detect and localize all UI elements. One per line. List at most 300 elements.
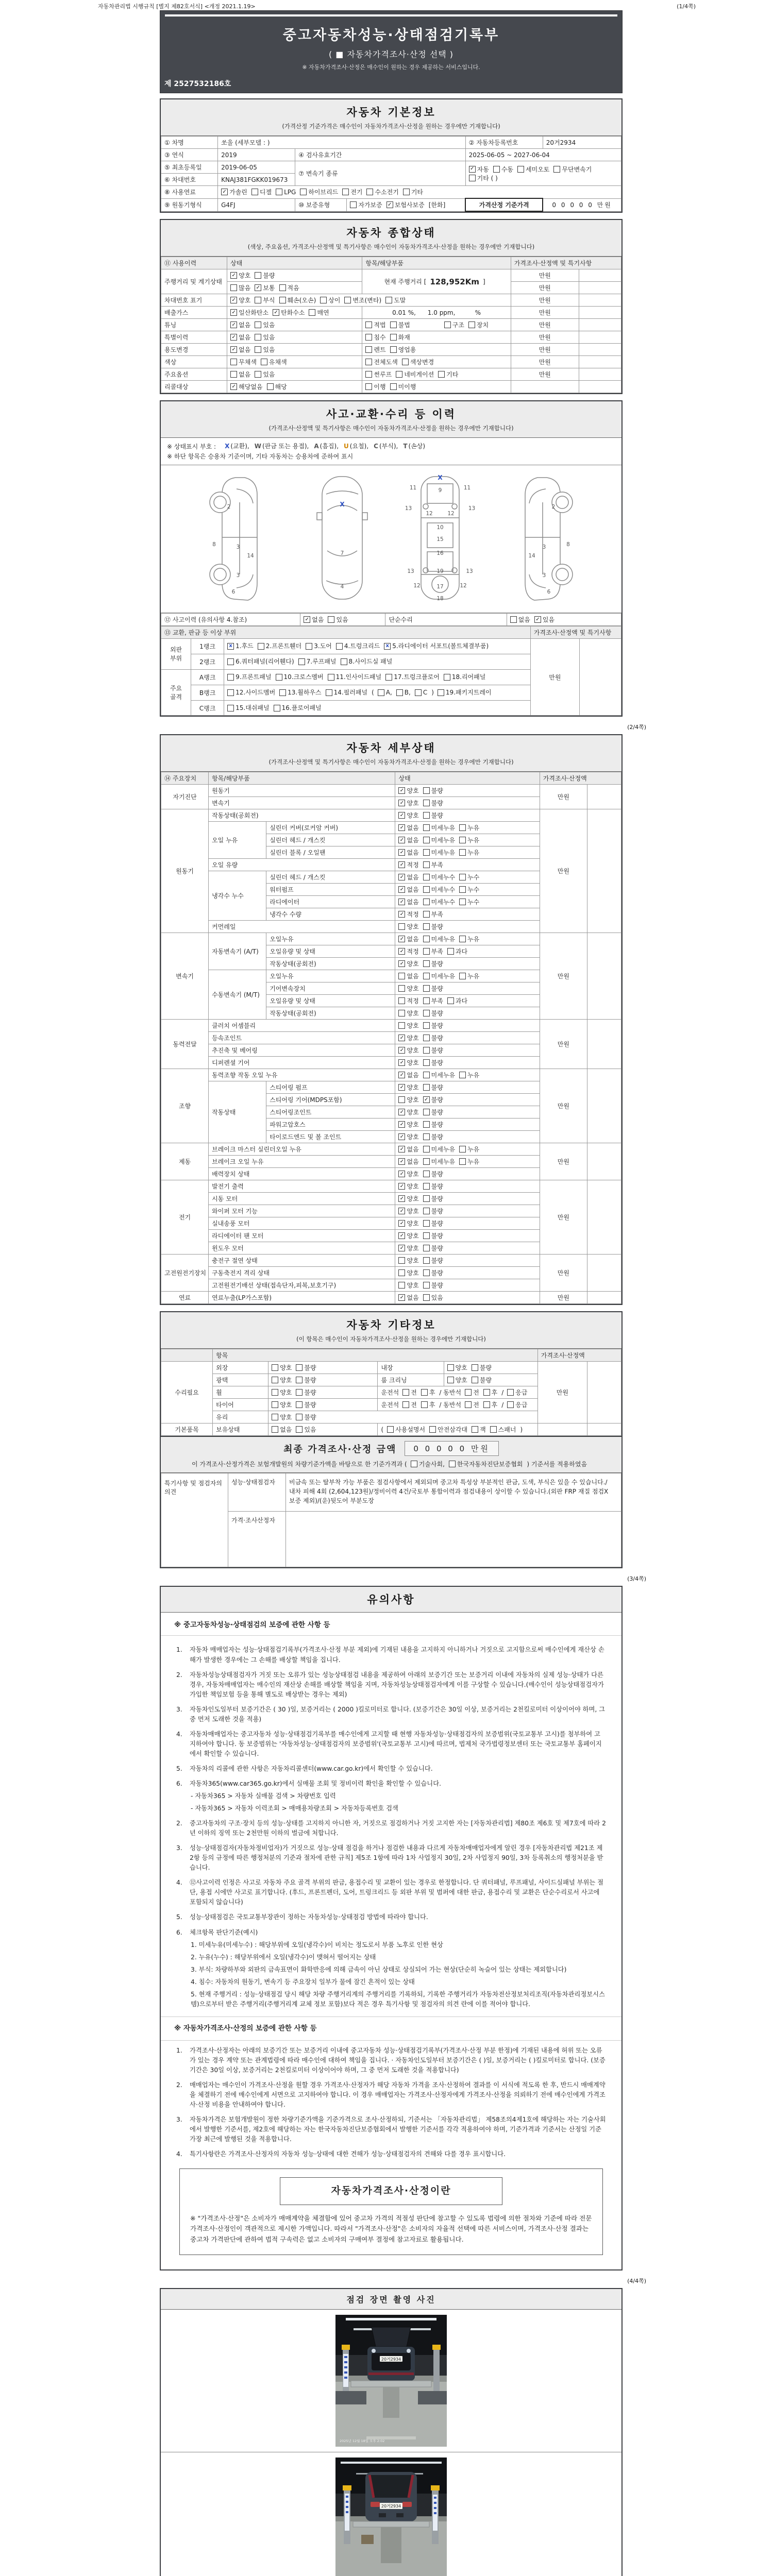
checkbox: [423, 1058, 443, 1067]
item-label: 기어변속장치: [266, 982, 395, 995]
notice-sub-item: - 자동차365 > 자동차 실매물 검색 > 차량번호 입력: [191, 1792, 336, 1800]
state-options: [227, 319, 362, 331]
checkbox-label: 없음: [407, 973, 419, 980]
notice-item-number: 2.: [176, 1820, 182, 1827]
notice-item-number: 3.: [176, 1844, 182, 1852]
checkbox-label: 양호: [407, 960, 419, 968]
state-options: [395, 1255, 540, 1267]
checkbox-label: 전기: [350, 189, 363, 196]
checkbox: [423, 1268, 443, 1277]
detail-header: [161, 735, 621, 772]
checkbox: [423, 1219, 443, 1228]
base-price-value: 0 0 0 0 0 만원: [543, 198, 621, 211]
notice-item-number: 4.: [176, 2150, 182, 2158]
checkbox-box: [227, 674, 234, 681]
field-label: ④ 검사유효기간: [295, 149, 465, 161]
checkbox: [365, 333, 385, 342]
checkbox-label: 16.플로어패널: [281, 704, 322, 711]
row-label: 색상: [161, 356, 227, 368]
checkbox-box: [320, 297, 327, 303]
state-options: [395, 1279, 540, 1292]
checkbox-box: [398, 1245, 405, 1251]
item-label: 냉각수 수량: [266, 908, 395, 921]
item-label: 연료누출(LP가스포함): [209, 1292, 395, 1304]
state-options: [227, 381, 362, 393]
table-row: [161, 344, 621, 356]
checkbox: [336, 640, 380, 652]
checkbox-box: [403, 189, 410, 195]
table-row: [161, 1255, 621, 1267]
item-cell: [362, 381, 511, 393]
checkbox-label: 불량: [431, 1133, 443, 1141]
checkbox-label: 수동: [501, 165, 514, 173]
checkbox-box: [398, 1195, 405, 1202]
checkbox-box: [411, 1461, 417, 1467]
other-info-table: [161, 1349, 621, 1436]
diagram-panel-number: 7: [340, 550, 344, 556]
checkbox: [398, 1071, 418, 1079]
checkbox-label: 응급: [515, 1401, 528, 1409]
checkbox-box: [398, 1294, 405, 1301]
text-token: ): [520, 1426, 523, 1433]
checkbox-label: 불량: [304, 1364, 316, 1372]
checkbox: [483, 1400, 498, 1409]
checkbox-label: 양호: [280, 1414, 292, 1421]
checkbox-label: 누유: [467, 1072, 480, 1079]
price-cell: 만원: [540, 1180, 587, 1255]
checkbox: [398, 1108, 418, 1116]
checkbox-label: 양호: [407, 800, 419, 807]
note-cell: [587, 1069, 621, 1143]
checkbox-box: [423, 1096, 430, 1103]
checkbox-label: 11.인사이드패널: [335, 673, 382, 681]
accident-flag-table: [161, 613, 621, 626]
checkbox: [423, 848, 455, 857]
note-cell: [579, 639, 621, 716]
checkbox: [227, 687, 275, 699]
checkbox-label: 후: [429, 1401, 435, 1409]
checkbox-box: [230, 383, 237, 390]
checkbox-box: [423, 1220, 430, 1227]
notice-item-number: 2.: [176, 1671, 182, 1679]
text-token: / 동반석: [439, 1401, 462, 1409]
checkbox-label: 변조(변타): [352, 297, 382, 304]
overall-title: 자동차 종합상태: [346, 227, 436, 239]
column-header: 상태: [227, 257, 362, 269]
checkbox-box: [227, 643, 234, 650]
checkbox-label: 후: [429, 1389, 435, 1397]
checkbox: [459, 823, 479, 832]
checkbox-box: [385, 674, 392, 681]
checkbox-label: 누유: [467, 973, 480, 980]
checkbox-label: 불량: [431, 800, 443, 807]
checkbox: [398, 972, 418, 980]
checkbox: [227, 671, 271, 683]
checkbox: [390, 333, 410, 342]
diagram-panel-number: 13: [405, 505, 412, 512]
checkbox-label: 후: [491, 1401, 498, 1409]
checkbox: [423, 873, 455, 882]
state-options: [395, 921, 540, 933]
checkbox: [423, 984, 443, 993]
checkbox-label: 보험사보증: [394, 201, 425, 209]
checkbox: [415, 687, 427, 699]
checkbox-box: [517, 166, 524, 173]
table-row: [161, 149, 621, 161]
checkbox-label: 많음: [239, 284, 251, 292]
checkbox-box: [398, 849, 405, 856]
notice-item: [176, 2080, 606, 2110]
checkbox-box: [398, 1059, 405, 1066]
checkbox-box: [398, 837, 405, 843]
checkbox-box: [296, 1401, 303, 1408]
notice-item: [176, 2149, 606, 2159]
diagram-panel-number: 8: [212, 541, 216, 548]
price-cell: 만원: [511, 294, 579, 307]
inspection-photo-front: [335, 2315, 447, 2447]
checkbox-box: [385, 297, 392, 303]
item-label: 구동축전지 격리 상태: [209, 1267, 395, 1279]
checkbox-label: 누수: [467, 886, 480, 894]
checkbox-box: [423, 1171, 430, 1177]
checkbox-label: 양호: [407, 1084, 419, 1092]
checkbox-box: [423, 861, 430, 868]
checkbox-box: [398, 1109, 405, 1115]
checkbox-box: [459, 874, 466, 880]
x-marked-checkbox: [227, 640, 254, 652]
checkbox-box: [227, 689, 234, 696]
price-cell: 만원: [511, 368, 579, 381]
checkbox-label: 자동: [477, 165, 489, 173]
checkbox-label: 부족: [431, 948, 443, 956]
checkbox-label: 스패너: [498, 1426, 516, 1434]
checkbox: [398, 897, 418, 906]
price-cell: 만원: [540, 1020, 587, 1069]
checkbox: [507, 1388, 527, 1397]
checkbox-label: 불량: [431, 812, 443, 820]
checkbox: [459, 972, 479, 980]
checkbox: [398, 1244, 418, 1252]
checkbox: [398, 947, 418, 956]
item-label: 워터펌프: [266, 884, 395, 896]
price-definition-title: 자동차가격조사·산정이란: [280, 2177, 502, 2205]
checkbox-box: [398, 911, 405, 918]
checkbox-box: [221, 189, 228, 195]
checkbox-label: 적법: [374, 321, 386, 329]
item-label: 스티어링 기어(MDPS포함): [266, 1094, 395, 1106]
checkbox-box: [279, 297, 286, 303]
checkbox: [423, 1194, 443, 1203]
checkbox-box: [296, 1377, 303, 1383]
state-options: [395, 1267, 540, 1279]
checkbox-box: [255, 371, 261, 378]
checkbox: [272, 1388, 292, 1397]
checkbox-label: 미세누수: [431, 886, 456, 894]
checkbox-box: [230, 359, 237, 365]
checkbox-label: 미세누유: [431, 1072, 456, 1079]
checkbox-box: [415, 689, 422, 696]
item-label: 배력장치 상태: [209, 1168, 395, 1180]
checkbox-box: [398, 997, 405, 1004]
checkbox-box: [423, 812, 430, 819]
checkbox-box: [423, 936, 430, 942]
checkbox-label: 잭: [480, 1426, 486, 1434]
diagram-x-mark: X: [340, 501, 345, 508]
notice-item-text: 자동차인도일부터 보증기간은 ( 30 )일, 보증거리는 ( 2000 )킬로미터로 합니다. (보증기간은 30일 이상, 보증거리는 2천킬로미터 이상이어야 하며, 그 중 먼저 도래한 것을 적용): [190, 1705, 606, 1723]
row-label: 배출가스: [161, 307, 227, 319]
notice-item-text: 체크항목 판단기준(예시) 1. 미세누유(미세누수) : 해당부위에 오일(냉각수)이 비치는 정도로서 부품 노후로 인한 현상 2. 누유(누수) : 해당부위에서 오일(냉각수)이 맺혀서 떨어지는 상태 3. 부식: 차량하부와 외판의 금속표면이 화학반응에 의해 금속이 아닌 상태로 상실되어 가는 현상(단순히 녹슬어 있는 상태는 제외합니다) 4. 침수: 자동차의 원동기, 변속기 등 주요장치 일부가 물에 잠긴 흔적이 있는 상태 5. 현재 주행거리 : 성능·상태점검 당시 해당 차량 주행거리계의 주행거리를 기록하되, 기록한 주행거리가 자동차전산정보처리조직(자동차관리정보시스템)으로부터 받은 주행거리(주행거리계 교체 정보 포함)보다 적은 경우 특기사항 및 점검자의 의견 란에 이를 적어야 합니다.: [190, 1928, 606, 2009]
diagram-panel-number: 11: [409, 484, 417, 491]
base-price-label: 가격산정 기준가격: [465, 198, 543, 211]
note-cell: [587, 1362, 621, 1423]
state-options: [395, 1292, 540, 1304]
checkbox-box: [255, 321, 261, 328]
state-options: [268, 1374, 378, 1386]
checkbox: [423, 947, 443, 956]
checkbox: [365, 370, 392, 379]
diagram-panel-number: 16: [436, 550, 444, 556]
price-definition-body: ※ "가격조사·산정"은 소비자가 매매계약을 체결함에 있어 중고차 가격의 적절성 판단에 참고할 수 있도록 법령에 의한 절차와 기준에 따라 전문 가격조사·산정인이 객관적으로 제시한 가액입니다. 따라서 "가격조사·산정"은 소비자의 자율적 선택에 따른 서비스이며, 가격조사·산정 결과는 중고차 가격판단에 관하여 법적 구속력은 없고 소비자의 구매여부 결정에 참고자료로 활용됩니다.: [190, 2214, 592, 2244]
checkbox: [398, 1021, 418, 1030]
checkbox-box: [398, 1096, 405, 1103]
checkbox-label: 누유: [467, 824, 480, 832]
checkbox-box: [507, 1389, 514, 1396]
checkbox-label: 불량: [431, 923, 443, 931]
checkbox: [279, 283, 299, 292]
checkbox-box: [398, 973, 405, 979]
checkbox: [230, 345, 250, 354]
text-token: 이 가격조사·산정가격은 보험개발원의 차량기준가액을 바탕으로 한 기준가격과 (: [191, 1461, 407, 1468]
checkbox-box: [398, 874, 405, 880]
checkbox-box: [398, 886, 405, 893]
notice-item-number: 1.: [176, 1646, 182, 1654]
final-price-note: [166, 1460, 616, 1468]
item-label: 라디에이터 팬 모터: [209, 1230, 395, 1242]
notice-item-text: 특기사항란은 가격조사·산정자의 자동차 성능·상태에 대한 견해가 성능·상태점검자의 견해와 다를 경우 표시합니다.: [190, 2150, 506, 2158]
device-group-label: 전기: [161, 1180, 209, 1255]
checkbox: [276, 189, 296, 196]
table-row: [161, 269, 621, 282]
checkbox-box: [398, 1072, 405, 1078]
checkbox-box: [230, 321, 237, 328]
checkbox-box: [423, 1269, 430, 1276]
checkbox-box: [398, 1282, 405, 1289]
overall-header: [161, 220, 621, 257]
checkbox: [279, 687, 321, 699]
checkbox-label: 없음: [239, 371, 251, 378]
device-group-label: 조향: [161, 1069, 209, 1143]
vin-value: KNAJ381FGKK019673: [218, 174, 295, 186]
table-row: [161, 639, 621, 654]
state-options: [395, 1180, 540, 1193]
checkbox: [296, 1363, 316, 1372]
checkbox-box: [344, 297, 351, 303]
vehicle-diagram-side-right: [499, 473, 577, 602]
price-cell: 만원: [540, 785, 587, 809]
checkbox: [423, 1132, 443, 1141]
state-options: [395, 822, 540, 834]
checkbox-label: 불량: [431, 1084, 443, 1092]
checkbox-box: [398, 1171, 405, 1177]
checkbox: [230, 382, 262, 391]
checkbox: [306, 640, 332, 652]
price-cell: 만원: [511, 356, 579, 368]
note-cell: [587, 933, 621, 1020]
checkbox-box: [227, 705, 234, 711]
checkbox-label: 적정: [407, 997, 419, 1005]
row-label: 특별이력: [161, 331, 227, 344]
table-row: [161, 1362, 621, 1374]
checkbox: [398, 836, 418, 844]
notice-sub-item: 3. 부식: 차량하부와 외판의 금속표면이 화학반응에 의해 금속이 아닌 상태로 상실되어 가는 현상(단순히 녹슬어 있는 상태는 제외합니다): [191, 1965, 567, 1973]
checkbox-box: [447, 948, 454, 955]
checkbox: [365, 358, 397, 366]
checkbox-label: 색상변경: [410, 359, 434, 366]
item-label: 변속기: [209, 797, 395, 809]
checkbox-box: [402, 1389, 409, 1396]
document-subtitle: ( ■ 자동차가격조사·산정 선택 ): [328, 49, 454, 59]
checkbox: [230, 308, 268, 317]
table-row: [161, 1473, 621, 1512]
checkbox-label: 전체도색: [374, 359, 398, 366]
checkbox-label: 누수: [467, 899, 480, 906]
checkbox-box: [272, 1401, 278, 1408]
price-cell: 만원: [540, 809, 587, 933]
checkbox-box: [423, 1257, 430, 1264]
checkbox-box: [365, 334, 372, 341]
checkbox-label: 양호: [407, 1059, 419, 1067]
state-options: [227, 294, 511, 307]
checkbox: [447, 1363, 467, 1372]
checkbox: [398, 1033, 418, 1042]
state-symbol-legend: [161, 438, 621, 452]
checkbox-label: 불량: [431, 1183, 443, 1191]
checkbox-label: 화재: [398, 334, 410, 341]
checkbox-box: [390, 321, 397, 328]
diagram-panel-number: 4: [340, 584, 344, 590]
field-label: ⑦ 변속기 종류: [295, 161, 465, 186]
appraiser-remarks: [286, 1512, 621, 1567]
sub-group-label: 자동변속기 (A/T): [209, 933, 266, 970]
note-cell: [587, 1423, 621, 1436]
checkbox-label: 없음: [407, 886, 419, 894]
diagram-x-mark: X: [438, 473, 443, 481]
checkbox: [423, 1231, 443, 1240]
checkbox-label: 10.크로스멤버: [283, 673, 324, 681]
checkbox-label: LPG: [284, 188, 296, 196]
checkbox: [459, 848, 479, 857]
checkbox: [423, 1182, 443, 1191]
checkbox-label: C: [423, 688, 428, 696]
checkbox-box: [553, 166, 560, 173]
checkbox: [398, 1145, 418, 1154]
table-row: [161, 809, 621, 822]
note-cell: [579, 381, 621, 393]
checkbox: [398, 1120, 418, 1129]
checkbox: [227, 656, 294, 668]
checkbox-label: 양호: [407, 1183, 419, 1191]
checkbox-box: [276, 674, 282, 681]
checkbox-box: [365, 321, 372, 328]
checkbox-box: [402, 359, 409, 365]
table-row: [161, 198, 621, 211]
checkbox-box: [459, 849, 466, 856]
checkbox-box: [398, 800, 405, 806]
checkbox-box: [459, 973, 466, 979]
checkbox: [398, 1058, 418, 1067]
checkbox-box: [459, 824, 466, 831]
item-label: 오일누유: [266, 970, 395, 982]
checkbox-label: 불량: [431, 787, 443, 795]
checkbox: [423, 1120, 443, 1129]
state-options: [395, 1032, 540, 1044]
checkbox: [429, 1425, 467, 1434]
checkbox: [366, 188, 398, 196]
checkbox: [251, 188, 272, 196]
checkbox-label: 불량: [263, 272, 275, 279]
checkbox-label: 안전삼각대: [438, 1426, 468, 1434]
checkbox: [296, 1388, 316, 1397]
checkbox-box: [423, 874, 430, 880]
checkbox: [507, 1400, 527, 1409]
header-stripe: [165, 14, 617, 16]
checkbox: [328, 615, 348, 624]
checkbox-box: [423, 1059, 430, 1066]
checkbox-label: 과다: [455, 948, 468, 956]
checkbox: [423, 1145, 455, 1154]
checkbox: [423, 885, 455, 894]
notice-item-text: ⑫사고이력 인정은 사고로 자동차 주요 골격 부위의 판금, 용접수리 및 교환이 있는 경우로 한정합니다. 단 쿼터패널, 루프패널, 사이드실패널 부위는 절단, 용접 시에만 사고로 표기합니다. (후드, 프론트펜더, 도어, 트렁크리드 등 외판 부위 및 범퍼에 대한 판금, 용접수리 및 교환은 단순수리로서 사고에 포함되지 않습니다): [190, 1879, 604, 1906]
checkbox-label: 하이브리드: [308, 189, 339, 196]
checkbox: [459, 897, 479, 906]
checkbox-box: [459, 1158, 466, 1165]
notice-item-text: 매매업자는 매수인이 가격조사·산정을 원할 경우 가격조사·산정자가 해당 자동차 가격을 조사·산정하여 결과를 이 서식에 적도록 한 후, 반드시 매매계약을 체결하기 전에 매수인에게 서면으로 고지하여야 합니다. 이 경우 매매업자는 가격조사·산정자에게 가격조사·산정을 의뢰하기 전에 매수인에게 가격조사·산정 비용을 안내하여야 합니다.: [190, 2081, 606, 2109]
checkbox-label: 불량: [304, 1401, 316, 1409]
legend-desc: (부식),: [379, 443, 398, 450]
column-header: 상태: [395, 772, 540, 785]
checkbox: [304, 615, 324, 624]
checkbox-label: 불량: [431, 1047, 443, 1055]
checkbox-label: 불량: [431, 1171, 443, 1178]
page-top-annotations: [98, 2, 696, 10]
notice-sub-item: 4. 침수: 자동차의 원동기, 변속기 등 주요장치 일부가 물에 잠긴 흔적이 있는 상태: [191, 1978, 415, 1986]
checkbox-box: [398, 960, 405, 967]
notice-sub-item: - 자동차365 > 자동차 이력조회 > 매매용차량조회 > 자동차등록번호 검색: [191, 1805, 398, 1812]
note-cell: [579, 269, 621, 282]
table-row: [161, 1512, 621, 1567]
checkbox-label: 이행: [374, 383, 386, 391]
checkbox-box: [459, 936, 466, 942]
checkbox-box: [510, 616, 517, 623]
checkbox: [421, 1400, 435, 1409]
checkbox: [255, 320, 275, 329]
checkbox: [402, 358, 434, 366]
notice-item-text: 자동차의 리콜에 관한 사항은 자동차리콜센터(www.car.go.kr)에서 확인할 수 있습니다.: [190, 1765, 433, 1772]
photo-timestamp: 2025년 12월 18일 오후 2:02: [340, 2438, 385, 2443]
item-label: 오일유량 및 상태: [266, 945, 395, 958]
checkbox-box: [423, 1084, 430, 1091]
form-regulation-note: 자동차관리법 시행규칙 [별지 제82호서식] <개정 2021.1.19>: [98, 3, 256, 10]
checkbox-label: 무단변속기: [562, 165, 592, 173]
checkbox-box: [423, 985, 430, 992]
checkbox-box: [296, 1364, 303, 1371]
legend-symbol: C: [374, 443, 378, 450]
final-price-band: [161, 1436, 621, 1473]
page-marker-1: (1/4쪽): [677, 3, 696, 10]
state-options: [395, 1106, 540, 1118]
checkbox-box: [230, 272, 237, 279]
checkbox-box: [423, 911, 430, 918]
